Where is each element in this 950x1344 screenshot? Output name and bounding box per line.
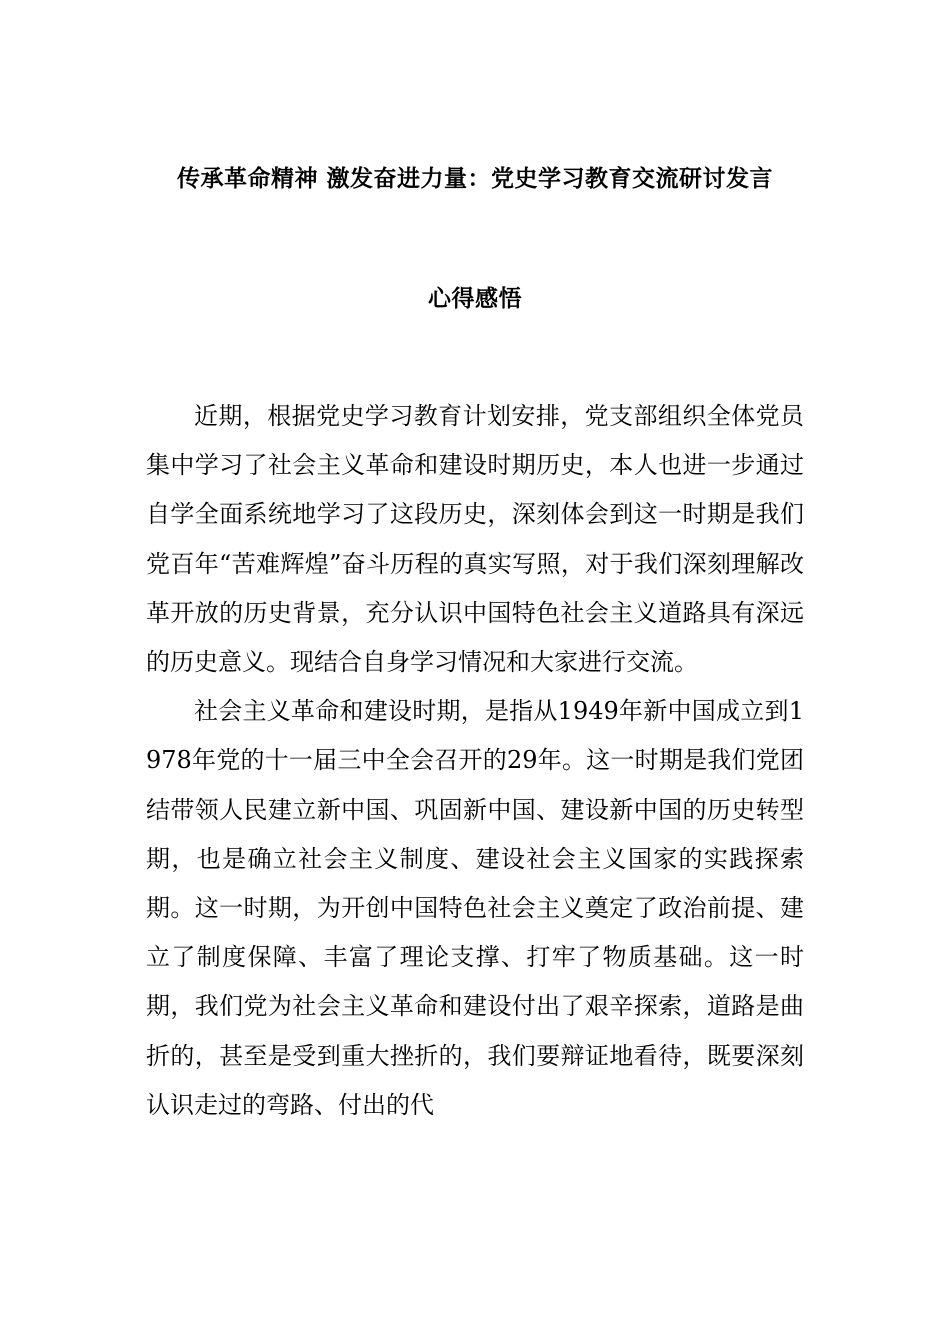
- document-body: [146, 392, 804, 1130]
- document-title-line-1: 传承革命精神 激发奋进力量：党史学习教育交流研讨发言: [176, 165, 773, 192]
- body-paragraph-2: 社会主义革命和建设时期，是指从1949年新中国成立到1978年党的十一届三中全会召开的29年。这一时期是我们党团结带领人民建立新中国、巩固新中国、建设新中国的历史转型期，也是确立社会主义制度、建设社会主义国家的实践探索期。这一时期，为开创中国特色社会主义奠定了政治前提、建立了制度保障、丰富了理论支撑、打牢了物质基础。这一时期，我们党为社会主义革命和建设付出了艰辛探索，道路是曲折的，甚至是受到重大挫折的，我们要辩证地看待，既要深刻认识走过的弯路、付出的代: [146, 697, 804, 1119]
- body-paragraph-1: 近期，根据党史学习教育计划安排，党支部组织全体党员集中学习了社会主义革命和建设时期历史，本人也进一步通过自学全面系统地学习了这段历史，深刻体会到这一时期是我们党百年“苦难辉煌”奋斗历程的真实写照，对于我们深刻理解改革开放的历史背景，充分认识中国特色社会主义道路具有深远的历史意义。现结合自身学习情况和大家进行交流。: [146, 402, 804, 677]
- document-title-line-2: 心得感悟: [428, 285, 522, 312]
